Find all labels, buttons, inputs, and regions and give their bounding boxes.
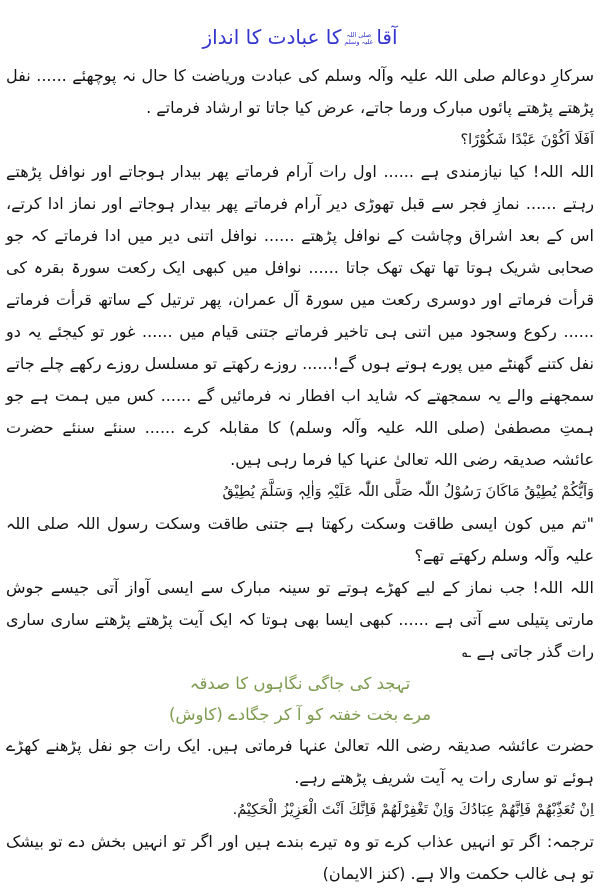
page-title-suffix: کا عبادت کا انداز <box>202 25 342 49</box>
aisha-narration-paragraph: حضرت عائشہ صدیقہ رضی اللہ تعالیٰ عنہا فرماتی ہیں. ایک رات جو نفل پڑھنے کھڑے ہوئے تو ساری رات یہ آیت شریف پڑھتے رہے. <box>6 736 594 787</box>
arabic-quote-shakura: اَفَلَا اَکُوْنَ عَبْدًا شَکُوْرًا؟ <box>460 132 594 148</box>
sallallahu-alayhi-wasallam-symbol <box>344 32 373 46</box>
main-body-paragraph: اللہ اللہ! کیا نیازمندی ہے ...... اول رات آرام فرماتے پھر بیدار ہوجاتے اور نوافل پڑھتے رہتے ...... نمازِ فجر سے قبل تھوڑی دیر آرام فرماتے پھر بیدار ہوجاتے اور نماز ادا کرتے، اس کے بعد اشراق وچاشت کے نوافل پڑھتے ...... نوافل اتنی دیر میں ادا فرماتے کہ جو صحابی شریک ہوتا تھا تھک تھک جاتا ...... نوافل میں کبھی ایک رکعت سورۃ بقرہ کی قرأت فرماتے اور دوسری رکعت میں سورۃ آل عمران، پھر ترتیل کے ساتھ قرأت فرماتے ...... رکوع وسجود میں اتنی ہی تاخیر فرماتے جتنی قیام میں ...... غور تو کیجئے یہ دو نفل کتنے گھنٹے میں پورے ہوتے ہوں گے!...... روزے رکھتے تو مسلسل روزے رکھے چلے جاتے سمجھنے والے یہ سمجھتے کہ شاید اب افطار نہ فرمائیں گے ...... کس میں ہمت ہے جو ہمتِ مصطفیٰ (صلی اللہ علیہ وآلہ وسلم) کا مقابلہ کرے ...... سنئے سنئے حضرت عائشہ صدیقہ رضی اللہ تعالیٰ عنہا کیا فرما رہی ہیں. <box>6 162 594 469</box>
namaz-passage-paragraph: اللہ اللہ! جب نماز کے لیے کھڑے ہوتے تو سینہ مبارک سے ایسی آواز آتی جیسے جوش مارتی پتیلی سے آتی ہے ...... کبھی ایسا بھی ہوتا کہ ایک آیت پڑھتے پڑھتے ساری ساری رات گذر جاتی ہے ؎ <box>6 578 594 661</box>
arabic-quote-ayyukum-yutiq: وَاَیُّکُمْ یُطِیْقُ مَاکَانَ رَسُوْلُ اللّٰہ صَلَّی اللّٰہ عَلَیْہِ وَاٰلِہٖ وَسَلَّمَ یُطِیْقُ <box>222 484 594 500</box>
saw-symbol-top-line: صلی اللہ <box>346 30 372 39</box>
intro-paragraph: سرکارِ دوعالم صلی اللہ علیہ وآلہ وسلم کی عبادت وریاضت کا حال نہ پوچھئے ...... نفل پڑھتے پڑھتے پائوں مبارک ورما جاتے، عرض کیا جاتا تو ارشاد فرماتے . <box>6 66 594 117</box>
couplet-first-line: تہجد کی جاگی نگاہوں کا صدقہ <box>189 674 411 693</box>
page-title-prefix: آقا <box>376 25 398 49</box>
saw-symbol-bottom-line: علیہ وسلم <box>344 37 374 46</box>
verse-translation-paragraph: ترجمہ: اگر تو انہیں عذاب کرے تو وہ تیرے بندے ہیں اور اگر تو انہیں بخش دے تو بیشک تو ہی غالب حکمت والا ہے. (کنز الایمان) <box>6 832 594 883</box>
couplet-second-line: مرے بخت خفتہ کو آ کر جگادے (کاوش) <box>168 705 432 724</box>
arabic-quran-verse: اِنْ تُعَذِّبْهُمْ فَاِنَّهُمْ عِبَادُكَ وَاِنْ تَغْفِرْلَهُمْ فَاِنَّكَ اَنْتَ الْعَزِیْزُ الْحَكِیْمُ. <box>232 802 594 818</box>
page-title <box>6 22 594 52</box>
quote-translation-paragraph: "تم میں کون ایسی طاقت وسکت رکھتا ہے جتنی طاقت وسکت رسول اللہ صلی اللہ علیہ وآلہ وسلم رکھتے تھے؟ <box>6 514 594 565</box>
